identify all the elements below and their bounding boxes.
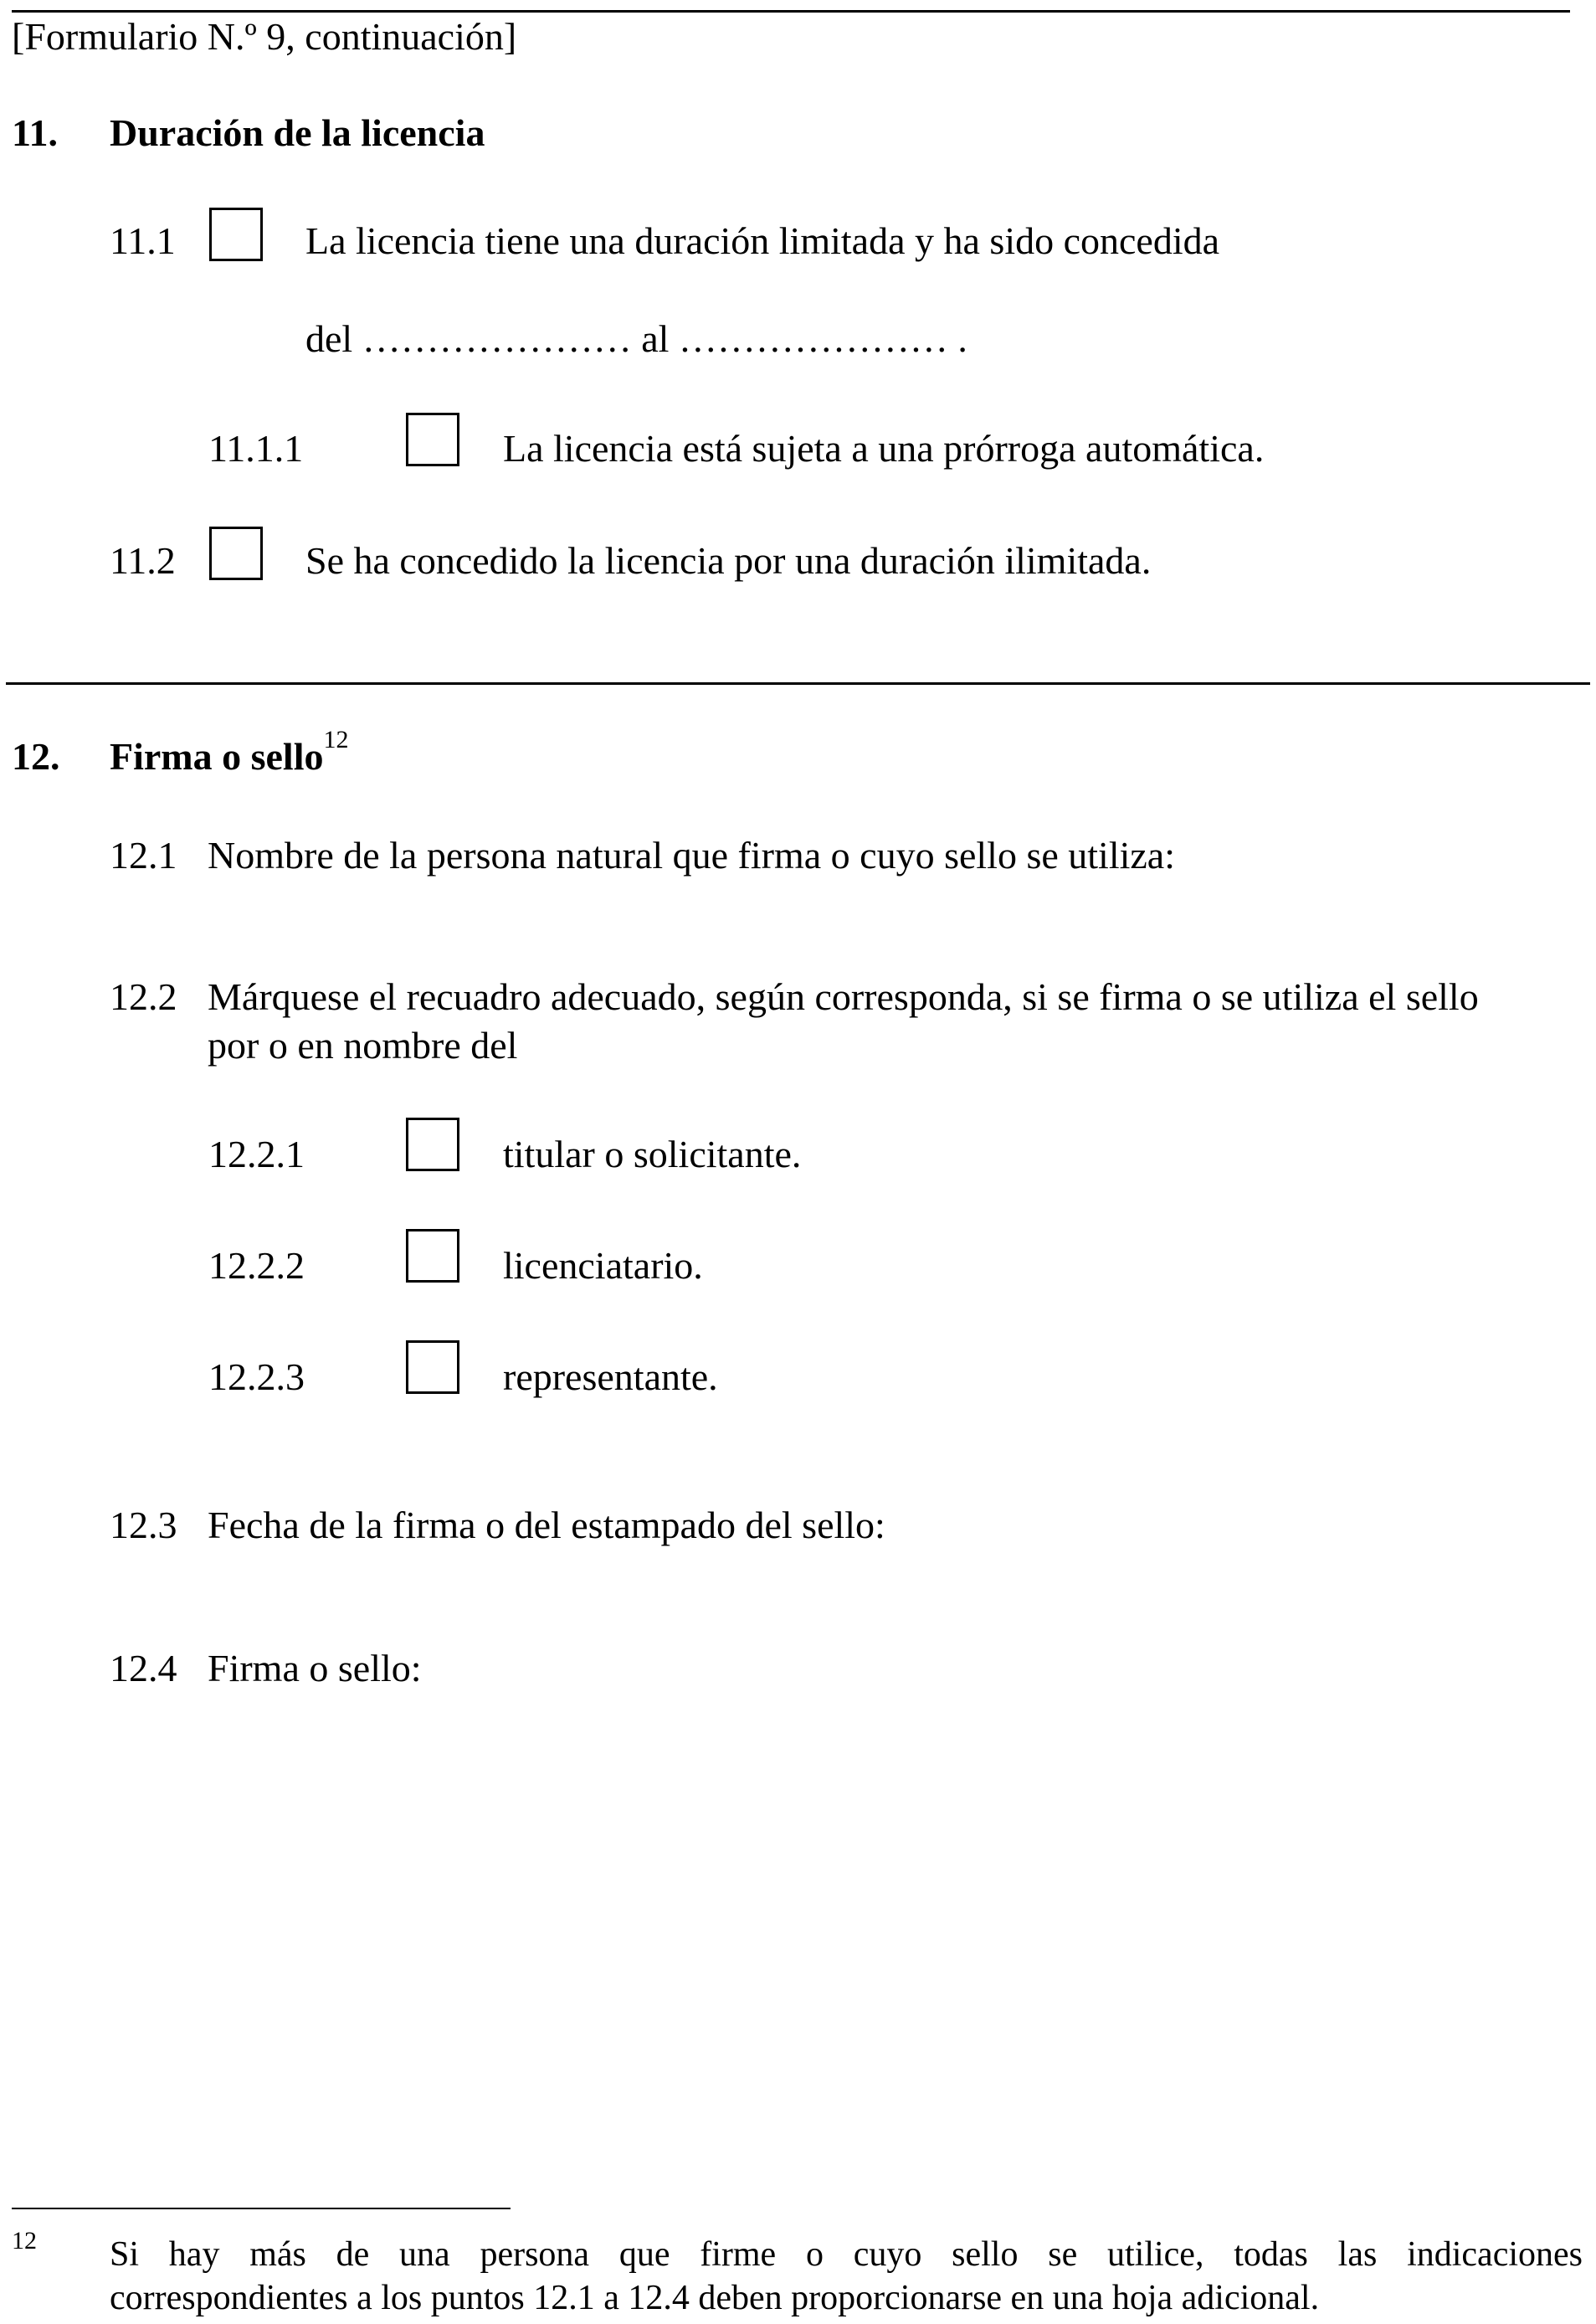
item-11-1-text: La licencia tiene una duración limitada y ha sido concedida — [305, 219, 1220, 262]
item-11-2-number: 11.2 — [110, 539, 176, 582]
section-12-number: 12. — [12, 735, 60, 778]
item-12-2-text-line2: por o en nombre del — [208, 1024, 518, 1067]
item-11-1-1-text: La licencia está sujeta a una prórroga automática. — [503, 427, 1265, 470]
section-12-title — [110, 726, 349, 779]
item-12-4-number: 12.4 — [110, 1647, 177, 1689]
item-11-1-dates-line: del ………………… al ………………… . — [305, 317, 967, 360]
item-12-2-3-number: 12.2.3 — [208, 1355, 305, 1398]
section-divider — [6, 682, 1590, 685]
item-12-1-text: Nombre de la persona natural que firma o cuyo sello se utiliza: — [208, 834, 1175, 877]
item-12-2-2-text: licenciatario. — [503, 1244, 703, 1287]
checkbox-11-1[interactable] — [209, 208, 263, 261]
checkbox-12-2-2[interactable] — [406, 1229, 459, 1283]
footnote-text-line1: Si hay más de una persona que firme o cuyo sello se utilice, todas las indicaciones — [110, 2235, 1583, 2274]
form-continuation-header: [Formulario N.º 9, continuación] — [12, 15, 517, 58]
footnote-reference: 12 — [323, 726, 349, 753]
checkbox-11-1-1[interactable] — [406, 413, 459, 466]
footnote-text-line2: correspondientes a los puntos 12.1 a 12.4 deben proporcionarse en una hoja adicional. — [110, 2279, 1320, 2317]
section-11-number: 11. — [12, 111, 58, 154]
top-rule — [12, 10, 1570, 13]
item-11-1-1-number: 11.1.1 — [208, 427, 304, 470]
item-12-2-3-text: representante. — [503, 1355, 718, 1398]
checkbox-11-2[interactable] — [209, 527, 263, 580]
item-12-3-number: 12.3 — [110, 1504, 177, 1546]
footnote-separator — [12, 2208, 511, 2209]
item-11-1-number: 11.1 — [110, 219, 176, 262]
item-12-3-text: Fecha de la firma o del estampado del sello: — [208, 1504, 885, 1546]
item-12-2-number: 12.2 — [110, 975, 177, 1018]
item-12-2-1-number: 12.2.1 — [208, 1133, 305, 1175]
item-12-1-number: 12.1 — [110, 834, 177, 877]
checkbox-12-2-1[interactable] — [406, 1118, 459, 1171]
item-11-2-text: Se ha concedido la licencia por una duración ilimitada. — [305, 539, 1152, 582]
section-11-title: Duración de la licencia — [110, 111, 485, 154]
footnote-mark: 12 — [12, 2227, 37, 2255]
item-12-2-text-line1: Márquese el recuadro adecuado, según corresponda, si se firma o se utiliza el sello — [208, 975, 1479, 1018]
item-12-2-2-number: 12.2.2 — [208, 1244, 305, 1287]
item-12-4-text: Firma o sello: — [208, 1647, 422, 1689]
section-12-title-text: Firma o sello — [110, 735, 324, 778]
item-12-2-1-text: titular o solicitante. — [503, 1133, 802, 1175]
checkbox-12-2-3[interactable] — [406, 1340, 459, 1394]
